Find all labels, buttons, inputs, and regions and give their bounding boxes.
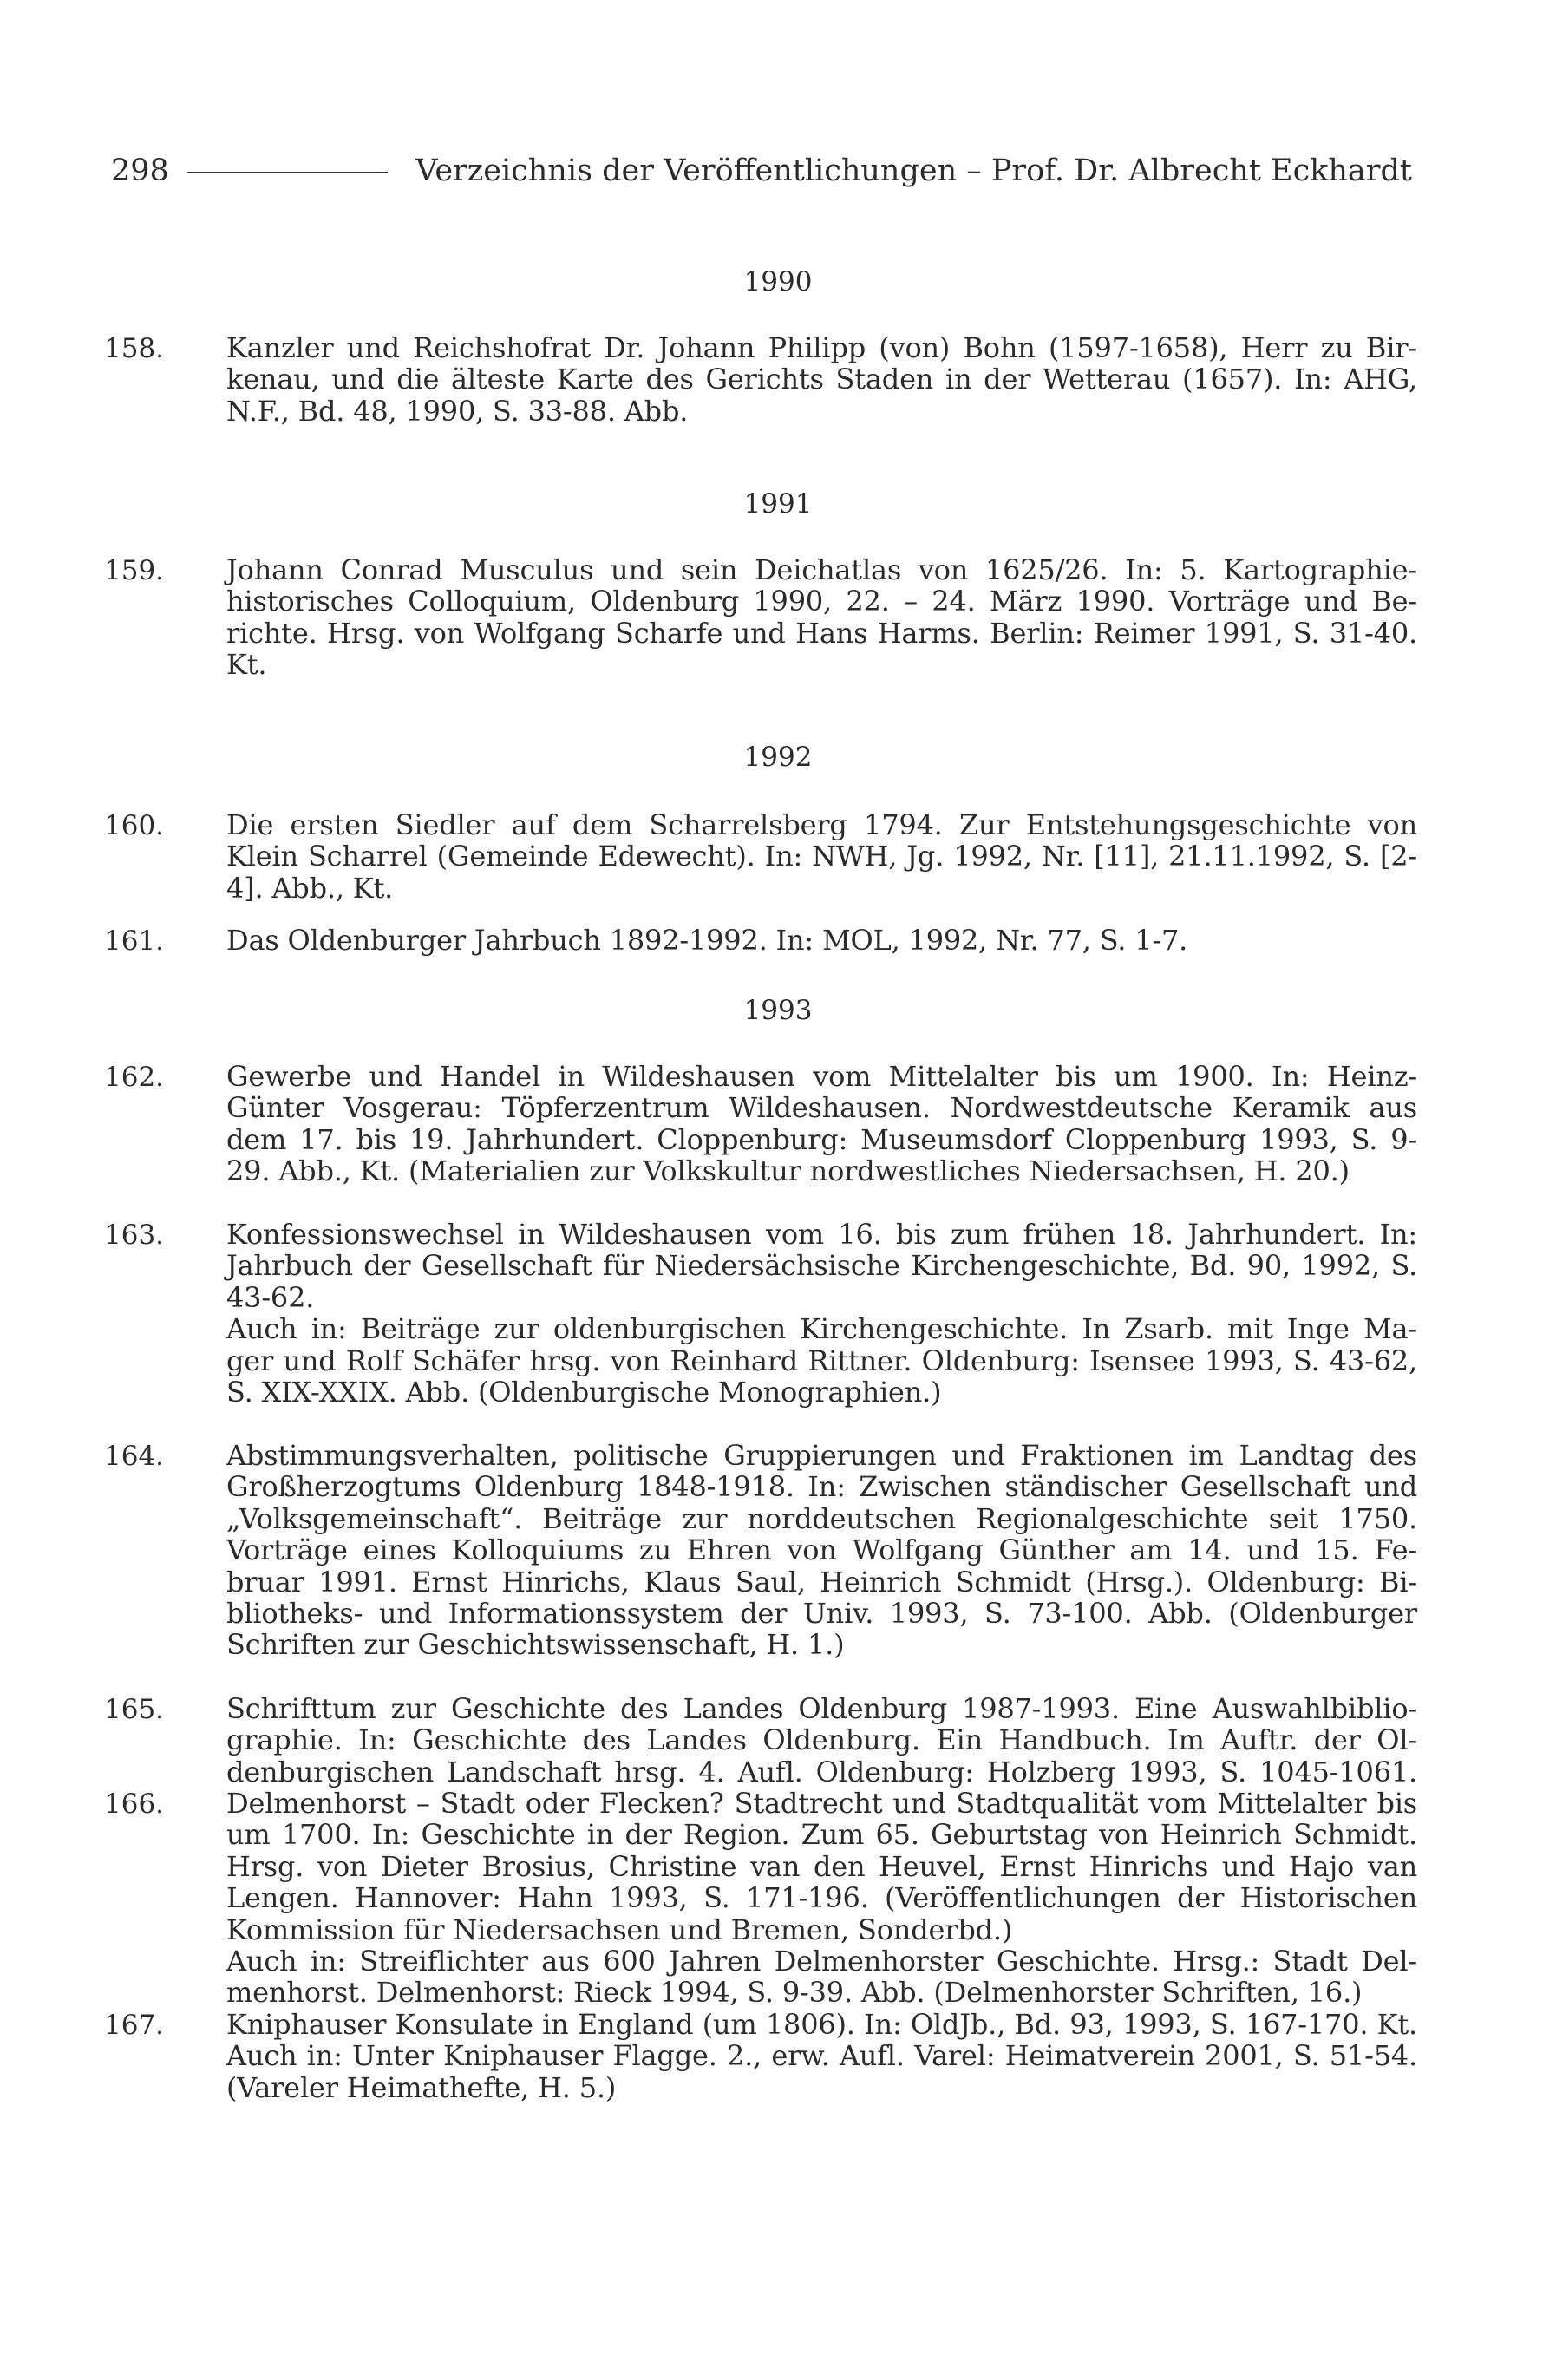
page-number: 298 — [111, 153, 169, 188]
entry-text — [226, 1693, 1417, 1788]
entry-line: Schrifttum zur Geschichte des Landes Oldenburg 1987-1993. Eine Auswahlbiblio- — [226, 1692, 1417, 1725]
entry-line: bruar 1991. Ernst Hinrichs, Klaus Saul, Heinrich Schmidt (Hrsg.). Oldenburg: Bi- — [226, 1565, 1417, 1599]
entry-line: um 1700. In: Geschichte in der Region. Zum 65. Geburtstag von Heinrich Schmidt. — [226, 1818, 1417, 1852]
entry-line: dem 17. bis 19. Jahrhundert. Cloppenburg: Museumsdorf Cloppenburg 1993, S. 9- — [226, 1122, 1417, 1156]
entry-line: Kommission für Niedersachsen und Bremen, Sonderbd.) — [226, 1912, 1013, 1946]
entry-number: 166. — [104, 1788, 165, 1820]
entry-number: 165. — [104, 1694, 165, 1725]
entry-number: 160. — [104, 810, 165, 841]
entry-line: Kniphauser Konsulate in England (um 1806). In: OldJb., Bd. 93, 1993, S. 167-170. Kt. — [226, 2008, 1417, 2041]
entry-number: 163. — [104, 1219, 165, 1251]
entry-line: Delmenhorst – Stadt oder Flecken? Stadtrecht und Stadtqualität vom Mittelalter bis — [226, 1787, 1417, 1820]
entry-line: Schriften zur Geschichtswissenschaft, H. 1.) — [226, 1628, 845, 1662]
entry-number: 167. — [104, 2010, 165, 2041]
entry-line: graphie. In: Geschichte des Landes Oldenburg. Ein Handbuch. Im Auftr. der Ol- — [226, 1723, 1417, 1757]
entry-line: S. XIX-XXIX. Abb. (Oldenburgische Monographien.) — [226, 1375, 942, 1409]
entry-number: 159. — [104, 555, 165, 586]
entry-number: 161. — [104, 925, 165, 957]
year-heading: 1991 — [743, 488, 813, 520]
entry-line: Lengen. Hannover: Hahn 1993, S. 171-196. (Veröffentlichungen der Historischen — [226, 1881, 1417, 1915]
entry-line: historisches Colloquium, Oldenburg 1990, 22. – 24. März 1990. Vorträge und Be- — [226, 585, 1417, 618]
year-heading: 1993 — [743, 995, 813, 1026]
entry-line: richte. Hrsg. von Wolfgang Scharfe und Hans Harms. Berlin: Reimer 1991, S. 31-40. — [226, 616, 1417, 650]
header-rule — [187, 172, 388, 173]
entry-line: Klein Scharrel (Gemeinde Edewecht). In: NWH, Jg. 1992, Nr. [11], 21.11.1992, S. [2- — [226, 840, 1417, 873]
entry-text — [226, 2009, 1417, 2103]
entry-line: „Volksgemeinschaft“. Beiträge zur norddeutschen Regionalgeschichte seit 1750. — [226, 1501, 1417, 1535]
entry-line: 43-62. — [226, 1280, 315, 1314]
entry-line: 29. Abb., Kt. (Materialien zur Volkskultur nordwestliches Niedersachsen, H. 20.) — [226, 1154, 1350, 1188]
entry-line: Jahrbuch der Gesellschaft für Niedersächsische Kirchengeschichte, Bd. 90, 1992, S. — [226, 1249, 1417, 1283]
entry-line: Die ersten Siedler auf dem Scharrelsberg 1794. Zur Entstehungsgeschichte von — [226, 808, 1417, 841]
entry-line: Abstimmungsverhalten, politische Gruppierungen und Fraktionen im Landtag des — [226, 1439, 1417, 1472]
entry-text — [226, 1440, 1417, 1661]
entry-number: 158. — [104, 333, 165, 364]
running-title: Verzeichnis der Veröffentlichungen – Prof. Dr. Albrecht Eckhardt — [415, 153, 1412, 188]
entry-number: 164. — [104, 1441, 165, 1472]
page-header — [111, 149, 1412, 193]
entry-line: Auch in: Unter Kniphauser Flagge. 2., erw. Aufl. Varel: Heimatverein 2001, S. 51-54. — [226, 2039, 1417, 2073]
entry-line: bliotheks- und Informationssystem der Univ. 1993, S. 73-100. Abb. (Oldenburger — [226, 1596, 1417, 1630]
entry-line: kenau, und die älteste Karte des Gerichts Staden in der Wetterau (1657). In: AHG, — [226, 363, 1417, 396]
year-heading: 1990 — [743, 266, 813, 298]
entry-line: Das Oldenburger Jahrbuch 1892-1992. In: MOL, 1992, Nr. 77, S. 1-7. — [226, 924, 1188, 957]
entry-line: Günter Vosgerau: Töpferzentrum Wildeshausen. Nordwestdeutsche Keramik aus — [226, 1091, 1417, 1125]
entry-line: Vorträge eines Kolloquiums zu Ehren von Wolfgang Günther am 14. und 15. Fe- — [226, 1533, 1417, 1567]
entry-text — [226, 809, 1417, 904]
entry-line: Gewerbe und Handel in Wildeshausen vom Mittelalter bis um 1900. In: Heinz- — [226, 1060, 1417, 1093]
entry-line: ger und Rolf Schäfer hrsg. von Reinhard Rittner. Oldenburg: Isensee 1993, S. 43-62, — [226, 1344, 1417, 1377]
entry-line: (Vareler Heimathefte, H. 5.) — [226, 2070, 617, 2104]
entry-text — [226, 1061, 1417, 1187]
entry-text — [226, 925, 1417, 956]
entry-line: Kanzler und Reichshofrat Dr. Johann Philipp (von) Bohn (1597-1658), Herr zu Bir- — [226, 331, 1417, 364]
entry-line: Großherzogtums Oldenburg 1848-1918. In: Zwischen ständischer Gesellschaft und — [226, 1470, 1417, 1504]
entry-line: Johann Conrad Musculus und sein Deichatlas von 1625/26. In: 5. Kartographie- — [226, 553, 1417, 586]
entry-line: Auch in: Beiträge zur oldenburgischen Kirchengeschichte. In Zsarb. mit Inge Ma- — [226, 1312, 1417, 1346]
entry-line: Konfessionswechsel in Wildeshausen vom 16. bis zum frühen 18. Jahrhundert. In: — [226, 1218, 1417, 1251]
entry-line: Hrsg. von Dieter Brosius, Christine van den Heuvel, Ernst Hinrichs und Hajo van — [226, 1849, 1417, 1883]
entry-text — [226, 1219, 1417, 1408]
entry-line: N.F., Bd. 48, 1990, S. 33-88. Abb. — [226, 394, 689, 428]
entry-text — [226, 332, 1417, 427]
entry-line: Kt. — [226, 648, 267, 682]
entry-line: menhorst. Delmenhorst: Rieck 1994, S. 9-39. Abb. (Delmenhorster Schriften, 16.) — [226, 1976, 1363, 2010]
entry-line: 4]. Abb., Kt. — [226, 871, 394, 905]
entry-line: denburgischen Landschaft hrsg. 4. Aufl. Oldenburg: Holzberg 1993, S. 1045-1061. — [226, 1755, 1417, 1788]
entry-text — [226, 1788, 1417, 2009]
entry-text — [226, 554, 1417, 681]
entry-line: Auch in: Streiflichter aus 600 Jahren Delmenhorster Geschichte. Hrsg.: Stadt Del- — [226, 1944, 1417, 1978]
entry-number: 162. — [104, 1062, 165, 1093]
year-heading: 1992 — [743, 742, 813, 773]
